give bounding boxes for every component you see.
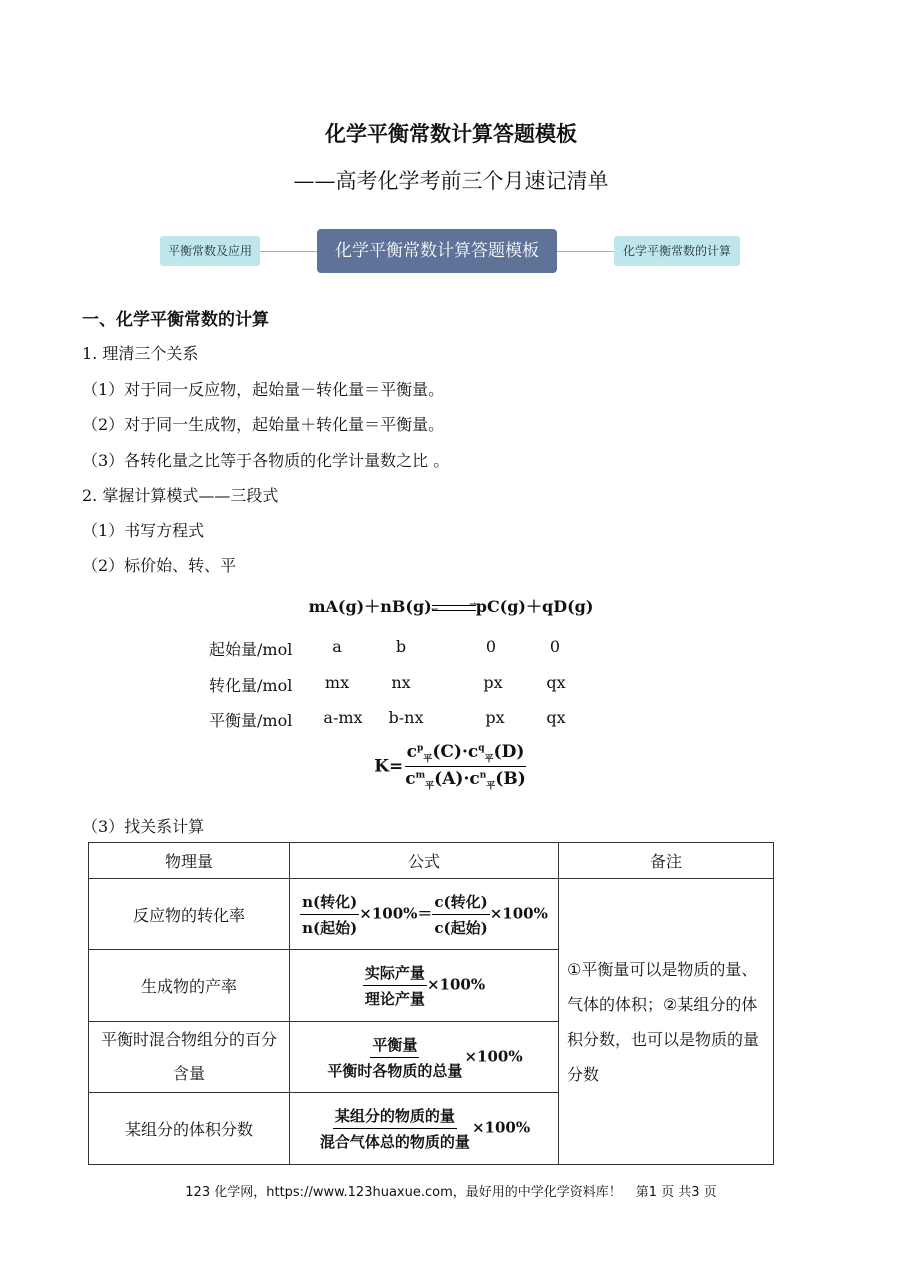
table-header: 物理量 — [89, 843, 290, 879]
stage-cell-c: 0 — [485, 637, 497, 656]
relation-table — [88, 842, 774, 1165]
mindmap-left-node: 平衡常数及应用 — [160, 236, 260, 266]
relation-reactant: （1）对于同一反应物，起始量－转化量＝平衡量。 — [82, 380, 445, 399]
step-mark-values: （2）标价始、转、平 — [82, 556, 237, 575]
mindmap-center-node: 化学平衡常数计算答题模板 — [317, 229, 557, 273]
stage-cell-b: nx — [391, 673, 411, 692]
equation-right: pC(g)＋qD(g) — [475, 597, 594, 616]
stage-cell-b: b — [395, 637, 407, 656]
stage-cell-a: mx — [324, 673, 350, 692]
formula-cell: $\frac{\text{n(转化)}}{\text{n(起始)}}$ ×100%＝ $\frac{\text{c(转化)}}{\text{c(起始)}}$ ×100% — [290, 879, 559, 950]
page-number: 第1 页 共3 页 — [635, 1185, 717, 1200]
stage-cell-d: 0 — [549, 637, 561, 656]
stage-cell-c: px — [483, 673, 503, 692]
stage-label: 转化量/mol — [209, 676, 293, 695]
quantity-name: 反应物的转化率 — [89, 879, 290, 950]
point-heading-2: 2. 掌握计算模式——三段式 — [82, 486, 279, 505]
relation-product: （2）对于同一生成物，起始量＋转化量＝平衡量。 — [82, 415, 445, 434]
stage-cell-d: qx — [546, 708, 566, 727]
point-heading-1: 1. 理清三个关系 — [82, 344, 199, 363]
table-header: 备注 — [559, 843, 774, 879]
formula-cell: $\frac{\text{实际产量}}{\text{理论产量}}$ ×100% — [290, 950, 559, 1022]
mindmap-right-node: 化学平衡常数的计算 — [614, 236, 740, 266]
stage-cell-a: a — [332, 637, 342, 656]
step-write-equation: （1）书写方程式 — [82, 521, 205, 540]
formula-cell: $\frac{\text{某组分的物质的量}}{\text{混合气体总的物质的量}}$ ×100% — [290, 1093, 559, 1165]
stage-label: 平衡量/mol — [209, 711, 293, 730]
mindmap-banner — [160, 229, 742, 273]
mindmap-connector-right — [557, 251, 614, 252]
k-label: K= — [374, 756, 404, 777]
reaction-equation — [0, 594, 902, 617]
mindmap-connector-left — [260, 251, 317, 252]
document-subtitle: ——高考化学考前三个月速记清单 — [293, 169, 609, 193]
document-title: 化学平衡常数计算答题模板 — [325, 121, 577, 146]
table-header: 公式 — [290, 843, 559, 879]
equation-left: mA(g)＋nB(g) — [308, 597, 432, 616]
equilibrium-constant-formula — [0, 742, 902, 792]
page-footer — [0, 1181, 902, 1200]
relation-ratio: （3）各转化量之比等于各物质的化学计量数之比 。 — [82, 451, 450, 470]
k-fraction — [403, 742, 528, 792]
quantity-name: 生成物的产率 — [89, 950, 290, 1022]
step-find-relation: （3）找关系计算 — [82, 817, 205, 836]
stage-cell-b: b-nx — [388, 708, 424, 727]
k-numerator: $c^p_平(C)\cdot c^q_平(D)$ — [405, 742, 527, 767]
footer-text: 123 化学网，https://www.123huaxue.com，最好用的中学化学资料库！ — [185, 1185, 622, 1200]
reversible-arrow-icon: ⇀ ↽ — [430, 599, 477, 615]
stage-cell-a: a-mx — [323, 708, 363, 727]
quantity-name: 平衡时混合物组分的百分含量 — [89, 1022, 290, 1093]
stage-cell-c: px — [485, 708, 505, 727]
k-denominator: $c^m_平(A)\cdot c^n_平(B)$ — [405, 769, 526, 792]
remark-cell: ①平衡量可以是物质的量、气体的体积；②某组分的体积分数，也可以是物质的量分数 — [559, 879, 774, 1165]
table-row — [89, 879, 774, 950]
section-heading: 一、化学平衡常数的计算 — [82, 310, 269, 330]
stage-label: 起始量/mol — [209, 640, 293, 659]
quantity-name: 某组分的体积分数 — [89, 1093, 290, 1165]
stage-cell-d: qx — [546, 673, 566, 692]
formula-cell: $\frac{\text{平衡量}}{\text{平衡时各物质的总量}}$ ×100% — [290, 1022, 559, 1093]
table-header-row — [89, 843, 774, 879]
